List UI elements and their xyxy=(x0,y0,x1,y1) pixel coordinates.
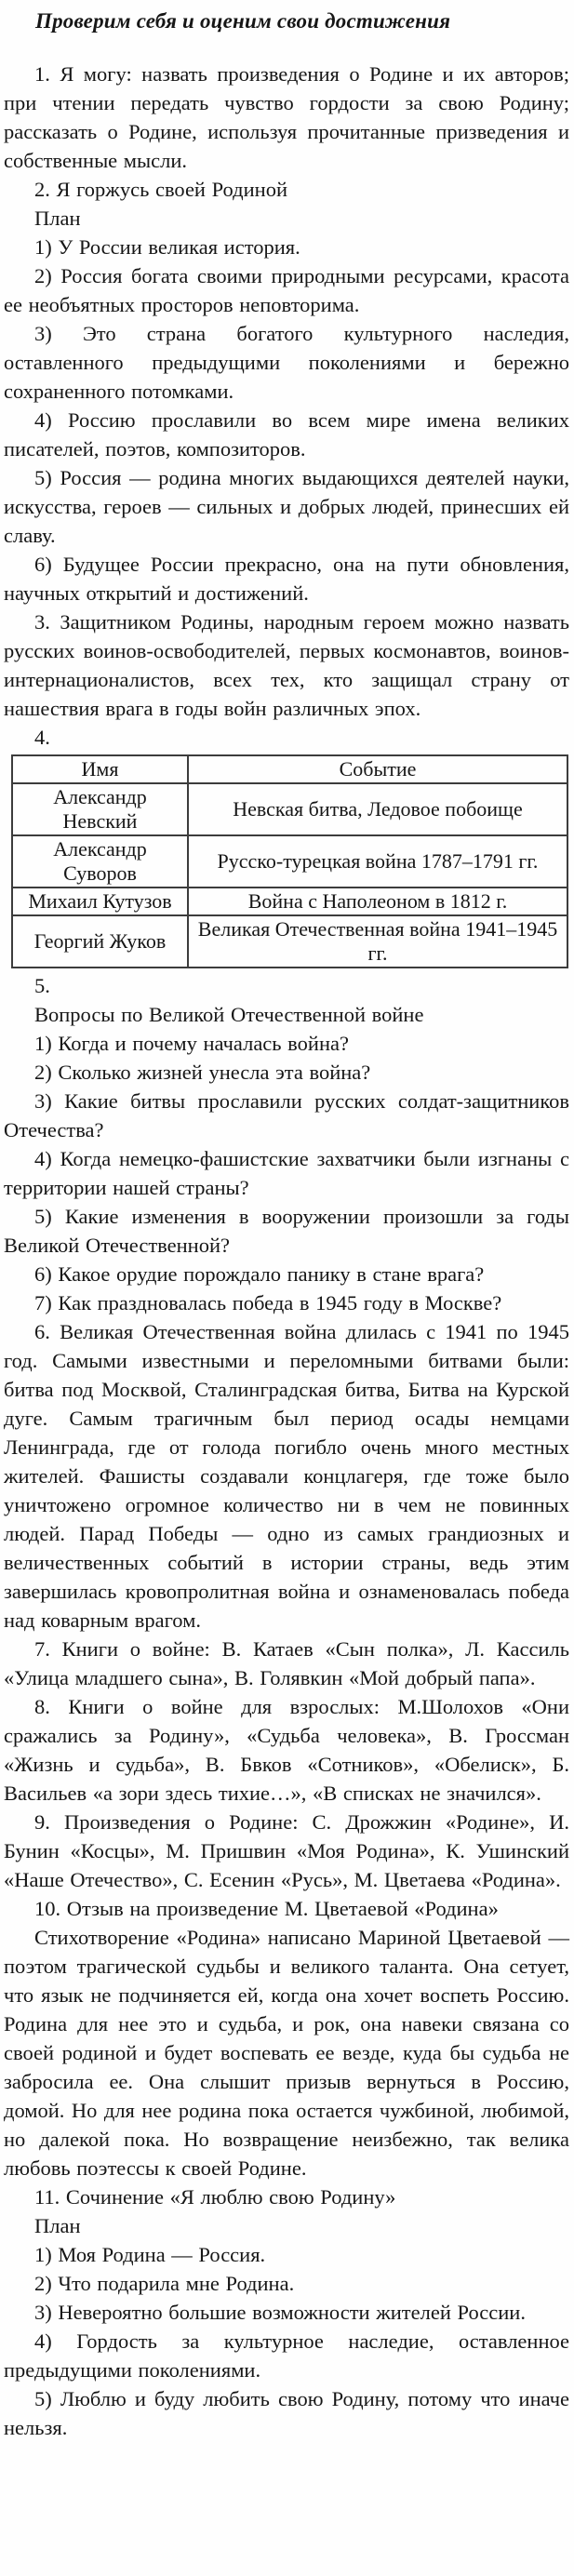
paragraph-defenders: 3. Защитником Родины, народным героем можно назвать русских воинов-освободителей, первых космонавтов, воинов-интернационалистов, всех тех, кто защищал страну от нашествия врага в годы войн различных эпох. xyxy=(4,610,569,720)
plan-item-5: 5) Россия — родина многих выдающихся деятелей науки, искусства, героев — сильных и добрых людей, принесших ей славу. xyxy=(4,466,569,547)
plan-item-2: 2) Россия богата своими природными ресурсами, красота ее необъятных просторов неповторима. xyxy=(4,264,569,316)
page-title: Проверим себя и оценим свои достижения xyxy=(35,9,451,33)
table-cell-name: Александр Невский xyxy=(12,783,188,835)
paragraph-review: Стихотворение «Родина» написано Мариной Цветаевой — поэтом трагической судьбы и великого таланта. Она сетует, что язык не подчиняется ей, когда она хочет воспеть Россию. Родина для нее это и судьба, и рок, она навеки связана со своей родиной и будет воспевать ее везде, куда бы судьба не забросила ее. Она слышит призыв вернуться в Россию, домой. Но для нее родина пока остается чужбиной, любимой, но далекой пока. Но возвращение неизбежно, так велика любовь поэтессы к своей Родине. xyxy=(4,1926,569,2180)
paragraph-i-can: 1. Я могу: назвать произведения о Родине и их авторов; при чтении передать чувство гордости за свою Родину; рассказать о Родине, используя прочитанные призведения и собственные мысли. xyxy=(4,62,569,172)
plan-item-6: 6) Будущее России прекрасно, она на пути обновления, научных открытий и достижений. xyxy=(4,553,569,605)
question-2: 2) Сколько жизней унесла эта война? xyxy=(34,1061,371,1084)
plan-item-3: 3) Это страна богатого культурного наследия, оставленного предыдущими поколениями и бережно сохраненного потомками. xyxy=(4,322,569,403)
questions-heading: Вопросы по Великой Отечественной войне xyxy=(34,1003,424,1026)
essay-heading: 11. Сочинение «Я люблю свою Родину» xyxy=(34,2185,396,2209)
plan-item-4: 4) Россию прославили во всем мире имена великих писателей, поэтов, композиторов. xyxy=(4,408,569,460)
section-label-5: 5. xyxy=(34,974,50,997)
table-cell-event: Война с Наполеоном в 1812 г. xyxy=(188,888,567,915)
names-events-table xyxy=(11,754,568,968)
question-6: 6) Какое орудие порождало панику в стане врага? xyxy=(34,1262,485,1286)
essay-plan-item-4: 4) Гордость за культурное наследие, оставленное предыдущими поколениями. xyxy=(4,2329,569,2382)
plan-heading: План xyxy=(34,207,81,230)
table-cell-event: Великая Отечественная война 1941–1945 гг. xyxy=(188,915,567,968)
question-7: 7) Как праздновалась победа в 1945 году в Москве? xyxy=(34,1291,502,1315)
table-cell-name: Михаил Кутузов xyxy=(12,888,188,915)
section-label-4: 4. xyxy=(34,726,50,749)
essay-plan-item-1: 1) Моя Родина — Россия. xyxy=(34,2243,266,2266)
review-heading: 10. Отзыв на произведение М. Цветаевой «Родина» xyxy=(34,1897,499,1920)
table-row xyxy=(12,783,567,835)
question-1: 1) Когда и почему началась война? xyxy=(34,1032,349,1055)
table-header-name: Имя xyxy=(12,755,188,783)
paragraph-motherland-works: 9. Произведения о Родине: С. Дрожжин «Родине», И. Бунин «Косцы», М. Пришвин «Моя Родина», К. Ушинский «Наше Отечество», С. Есенин «Русь», М. Цветаева «Родина». xyxy=(4,1810,569,1891)
table-cell-name: Георгий Жуков xyxy=(12,915,188,968)
table-header-row xyxy=(12,755,567,783)
table-row xyxy=(12,888,567,915)
essay-plan-heading: План xyxy=(34,2214,81,2237)
paragraph-adult-books: 8. Книги о войне для взрослых: М.Шолохов «Они сражались за Родину», «Судьба человека», В. Гроссман «Жизнь и судьба», В. Бвков «Сотников», «Обелиск», Б. Васильев «а зори здесь тихие…», «В списках не значился». xyxy=(4,1695,569,1805)
table-cell-event: Невская битва, Ледовое побоище xyxy=(188,783,567,835)
paragraph-proud-heading: 2. Я горжусь своей Родиной xyxy=(34,178,287,201)
essay-plan-item-5: 5) Люблю и буду любить свою Родину, потому что иначе нельзя. xyxy=(4,2387,569,2439)
table-cell-name: Александр Суворов xyxy=(12,835,188,888)
question-3: 3) Какие битвы прославили русских солдат-защитников Отечества? xyxy=(4,1089,569,1141)
table-row xyxy=(12,835,567,888)
table-header-event: Событие xyxy=(188,755,567,783)
question-5: 5) Какие изменения в вооружении произошли за годы Великой Отечественной? xyxy=(4,1205,569,1257)
table-row xyxy=(12,915,567,968)
plan-item-1: 1) У России великая история. xyxy=(34,235,300,259)
essay-plan-item-3: 3) Невероятно большие возможности жителей России. xyxy=(34,2301,526,2324)
paragraph-war-history: 6. Великая Отечественная война длилась с 1941 по 1945 год. Самыми известными и переломными битвами были: битва под Москвой, Сталинградская битва, Битва на Курской дуге. Самым трагичным был период осады немцами Ленинграда, где от голода погибло очень много местных жителей. Фашисты создавали концлагеря, где тоже было уничтожено огромное количество ни в чем не повинных людей. Парад Победы — одно из самых грандиозных и величественных событий в истории страны, ведь этим завершилась кровопролитная война и ознаменовалась победа над коварным врагом. xyxy=(4,1320,569,1632)
table-cell-event: Русско-турецкая война 1787–1791 гг. xyxy=(188,835,567,888)
question-4: 4) Когда немецко-фашистские захватчики были изгнаны с территории нашей страны? xyxy=(4,1147,569,1199)
essay-plan-item-2: 2) Что подарила мне Родина. xyxy=(34,2272,295,2295)
paragraph-war-books: 7. Книги о войне: В. Катаев «Сын полка», Л. Кассиль «Улица младшего сына», В. Голявкин «Мой добрый папа». xyxy=(4,1637,569,1689)
